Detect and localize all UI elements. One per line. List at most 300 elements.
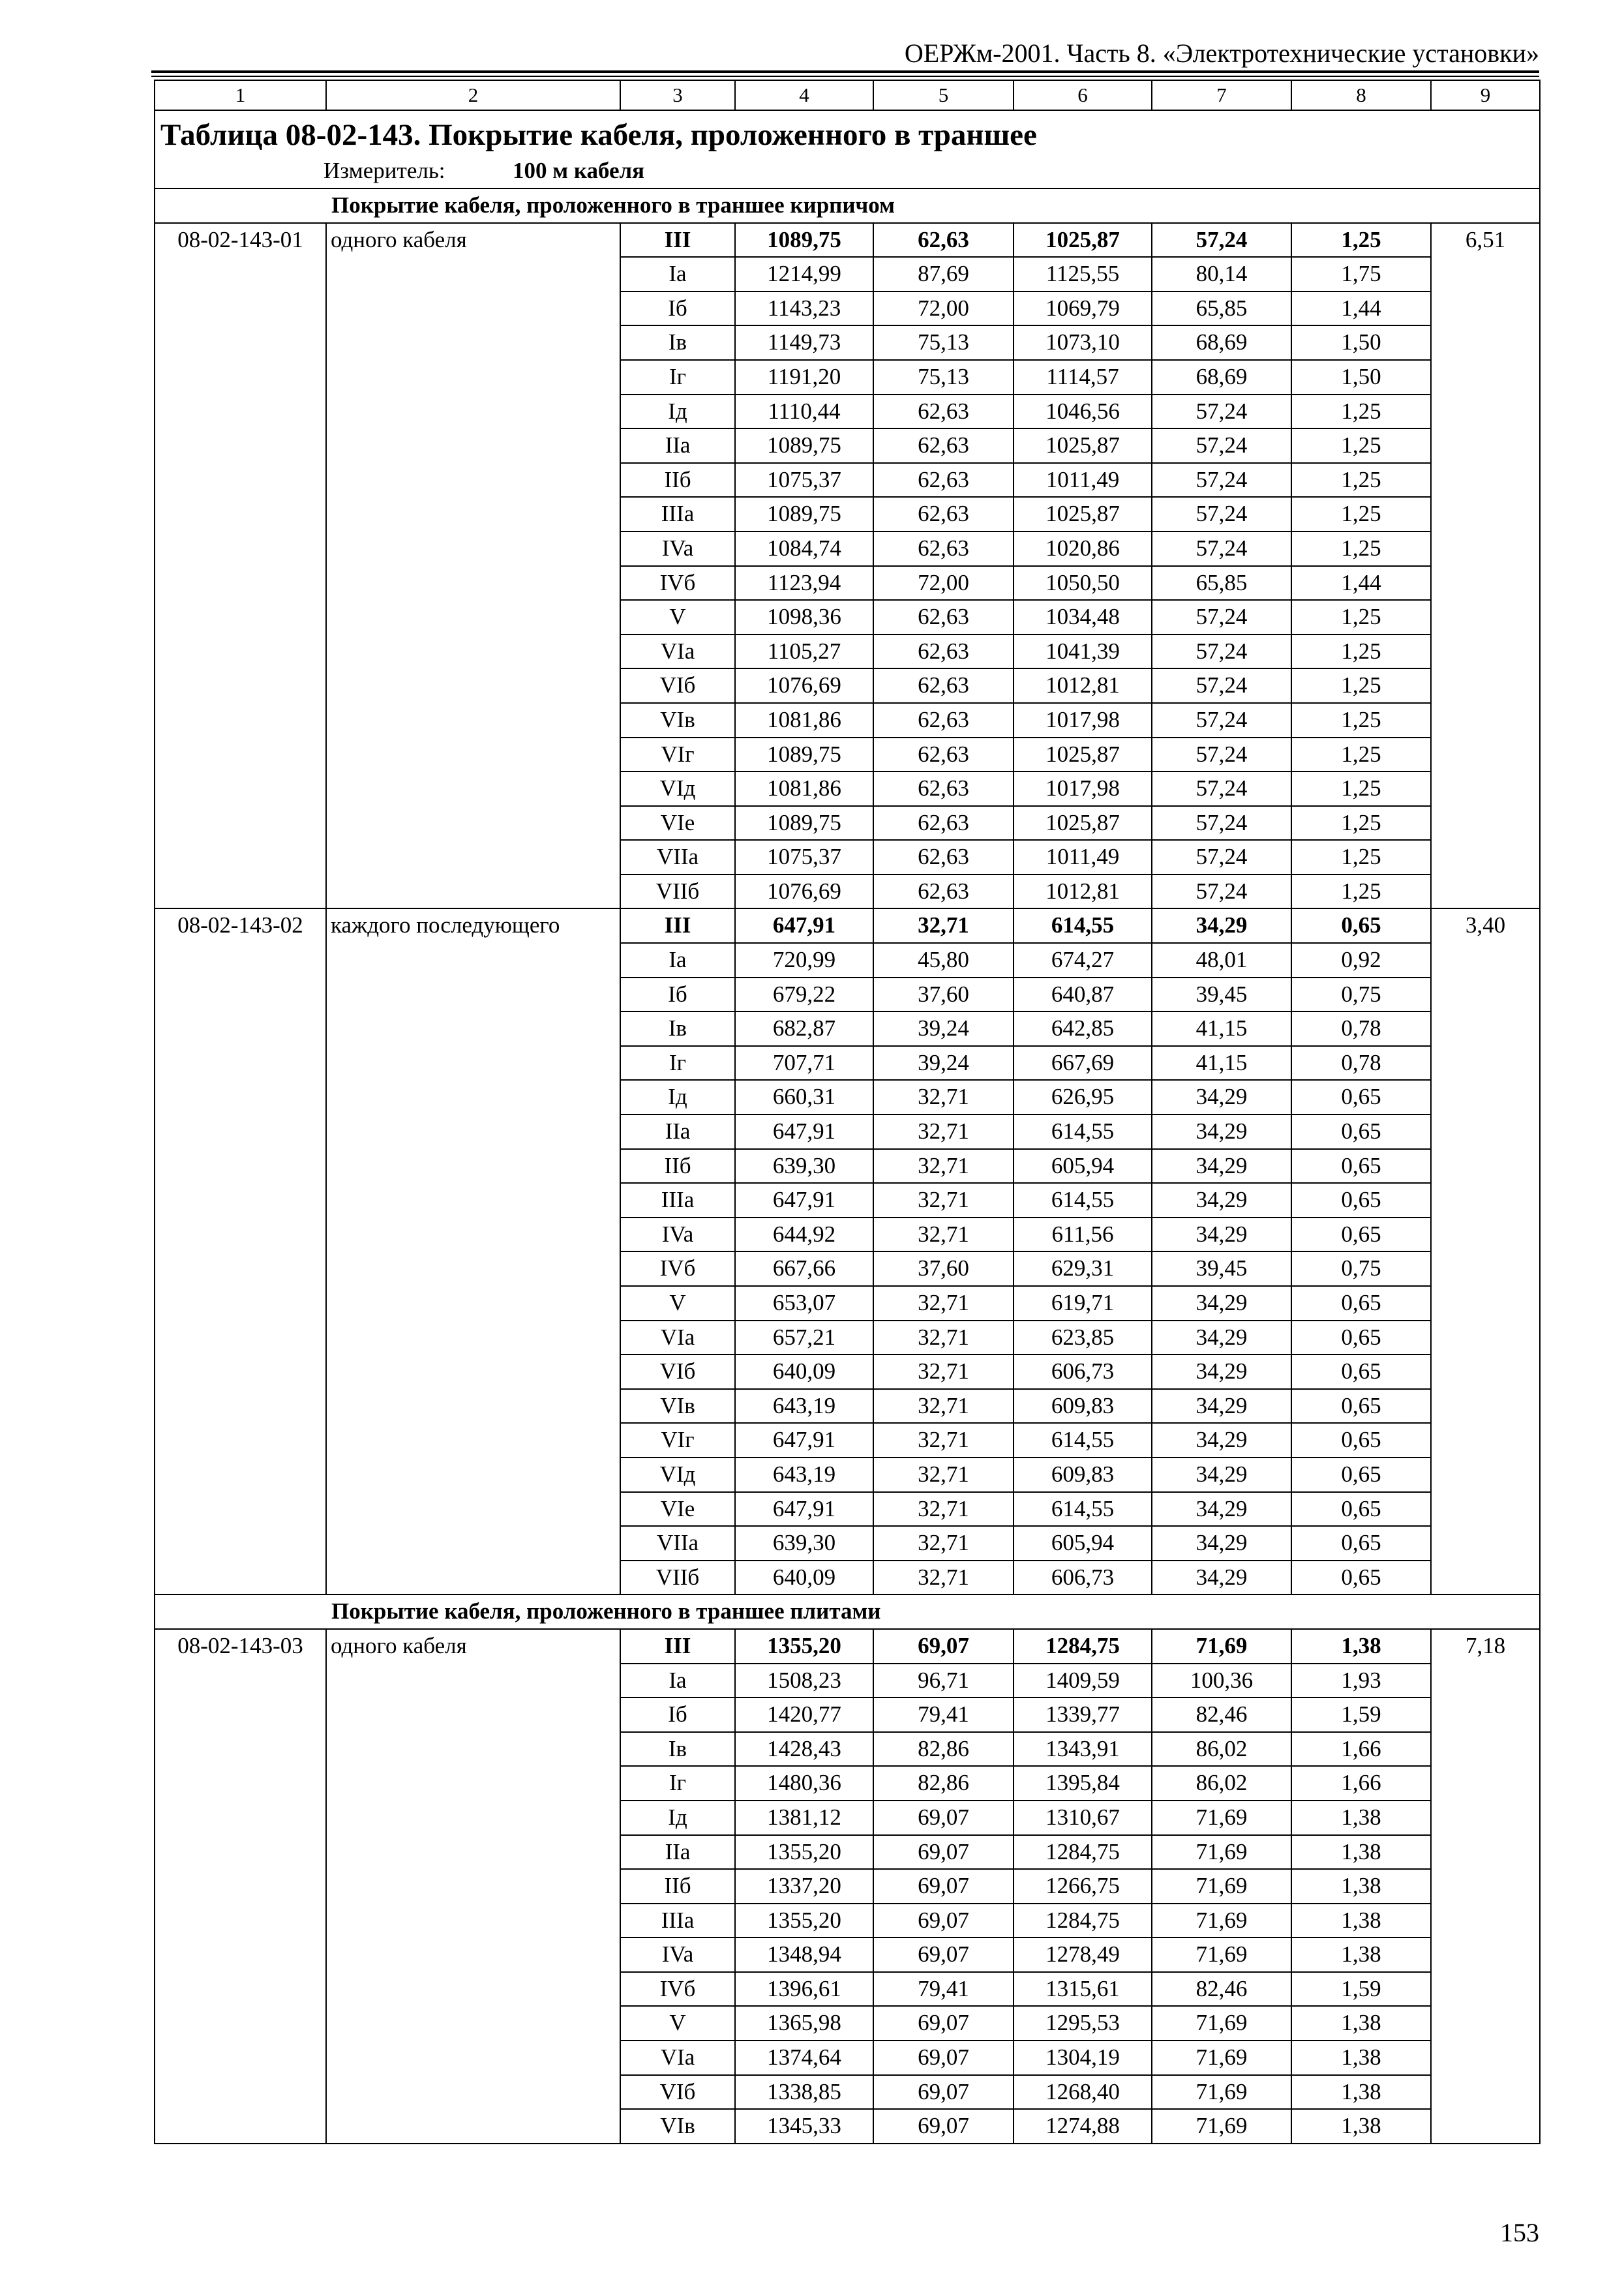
resource-code: [155, 325, 326, 360]
column-number: 2: [326, 80, 620, 110]
labor-wage: 57,24: [1152, 600, 1291, 635]
table-row: [155, 1115, 1540, 1149]
resource-description: [326, 1354, 620, 1389]
labor-cost: 32,71: [873, 1183, 1014, 1218]
resource-description: [326, 875, 620, 909]
materials-cost: 605,94: [1014, 1526, 1152, 1561]
column-number: 6: [1014, 80, 1152, 110]
labor-hours: [1431, 2041, 1540, 2075]
resource-description: [326, 395, 620, 429]
zone-code: VIд: [620, 771, 735, 806]
zone-code: Iб: [620, 292, 735, 326]
total-cost: 644,92: [735, 1218, 873, 1252]
total-cost: 1337,20: [735, 1869, 873, 1904]
labor-wage: 34,29: [1152, 1149, 1291, 1184]
table-row: [155, 325, 1540, 360]
resource-description: [326, 703, 620, 738]
table-row: [155, 1801, 1540, 1835]
resource-code: [155, 2006, 326, 2041]
materials-cost: 1395,84: [1014, 1766, 1152, 1801]
labor-wage: 34,29: [1152, 1115, 1291, 1149]
machine-cost: 1,25: [1291, 771, 1431, 806]
labor-wage: 57,24: [1152, 806, 1291, 841]
section-header-row: [155, 1594, 1540, 1629]
machine-cost: 1,38: [1291, 2006, 1431, 2041]
total-cost: 643,19: [735, 1458, 873, 1492]
total-cost: 1365,98: [735, 2006, 873, 2041]
zone-code: IVб: [620, 1972, 735, 2007]
labor-cost: 32,71: [873, 1218, 1014, 1252]
table-row: [155, 1937, 1540, 1972]
resource-description: [326, 1801, 620, 1835]
resource-code: [155, 1389, 326, 1424]
zone-code: IIIa: [620, 1183, 735, 1218]
total-cost: 1345,33: [735, 2109, 873, 2144]
total-cost: 1089,75: [735, 738, 873, 772]
labor-cost: 32,71: [873, 1526, 1014, 1561]
table-row: [155, 497, 1540, 531]
machine-cost: 1,50: [1291, 360, 1431, 395]
machine-cost: 1,25: [1291, 600, 1431, 635]
total-cost: 639,30: [735, 1526, 873, 1561]
total-cost: 1098,36: [735, 600, 873, 635]
labor-cost: 39,24: [873, 1046, 1014, 1081]
labor-hours: [1431, 1321, 1540, 1355]
machine-cost: 1,25: [1291, 428, 1431, 463]
zone-code: VIIб: [620, 875, 735, 909]
zone-code: VIIб: [620, 1561, 735, 1595]
table-row: [155, 908, 1540, 943]
materials-cost: 1025,87: [1014, 223, 1152, 258]
materials-cost: 1034,48: [1014, 600, 1152, 635]
resource-description: [326, 635, 620, 669]
labor-hours: [1431, 566, 1540, 601]
labor-cost: 62,63: [873, 600, 1014, 635]
resource-description: [326, 1286, 620, 1321]
labor-cost: 75,13: [873, 360, 1014, 395]
table-row: [155, 703, 1540, 738]
labor-cost: 32,71: [873, 1458, 1014, 1492]
unit-value: 100 м кабеля: [513, 158, 645, 183]
labor-cost: 69,07: [873, 2006, 1014, 2041]
materials-cost: 667,69: [1014, 1046, 1152, 1081]
resource-code: [155, 1251, 326, 1286]
materials-cost: 674,27: [1014, 943, 1152, 978]
total-cost: 647,91: [735, 1423, 873, 1458]
materials-cost: 642,85: [1014, 1011, 1152, 1046]
total-cost: 667,66: [735, 1251, 873, 1286]
labor-cost: 69,07: [873, 2041, 1014, 2075]
table-row: [155, 840, 1540, 875]
labor-hours: [1431, 463, 1540, 498]
resource-code: [155, 1766, 326, 1801]
labor-wage: 71,69: [1152, 2109, 1291, 2144]
zone-code: VIг: [620, 738, 735, 772]
total-cost: 1089,75: [735, 806, 873, 841]
zone-code: Iг: [620, 1046, 735, 1081]
machine-cost: 0,65: [1291, 1389, 1431, 1424]
machine-cost: 1,38: [1291, 1835, 1431, 1870]
total-cost: 660,31: [735, 1080, 873, 1115]
labor-hours: [1431, 1698, 1540, 1732]
resource-code: [155, 2041, 326, 2075]
total-cost: 1110,44: [735, 395, 873, 429]
labor-hours: [1431, 1286, 1540, 1321]
zone-code: Iв: [620, 325, 735, 360]
zone-code: VIг: [620, 1423, 735, 1458]
header-rule-thin: [151, 76, 1539, 77]
materials-cost: 606,73: [1014, 1354, 1152, 1389]
resource-code: [155, 257, 326, 292]
materials-cost: 1050,50: [1014, 566, 1152, 601]
labor-hours: [1431, 806, 1540, 841]
resource-description: [326, 1526, 620, 1561]
resource-description: [326, 531, 620, 566]
labor-wage: 57,24: [1152, 223, 1291, 258]
machine-cost: 1,25: [1291, 463, 1431, 498]
table-row: [155, 1492, 1540, 1527]
machine-cost: 0,65: [1291, 1115, 1431, 1149]
labor-wage: 34,29: [1152, 1423, 1291, 1458]
materials-cost: 640,87: [1014, 978, 1152, 1012]
table-row: [155, 1080, 1540, 1115]
resource-code: [155, 1458, 326, 1492]
materials-cost: 1295,53: [1014, 2006, 1152, 2041]
labor-cost: 32,71: [873, 1423, 1014, 1458]
total-cost: 1338,85: [735, 2075, 873, 2110]
total-cost: 1143,23: [735, 292, 873, 326]
resource-description: [326, 1011, 620, 1046]
resource-code: [155, 1183, 326, 1218]
materials-cost: 1041,39: [1014, 635, 1152, 669]
total-cost: 1089,75: [735, 497, 873, 531]
total-cost: 640,09: [735, 1354, 873, 1389]
table-row: [155, 2006, 1540, 2041]
materials-cost: 1020,86: [1014, 531, 1152, 566]
zone-code: V: [620, 1286, 735, 1321]
labor-wage: 57,24: [1152, 840, 1291, 875]
labor-wage: 57,24: [1152, 635, 1291, 669]
labor-hours: [1431, 2006, 1540, 2041]
machine-cost: 1,50: [1291, 325, 1431, 360]
labor-wage: 68,69: [1152, 360, 1291, 395]
resource-code: [155, 1561, 326, 1595]
labor-cost: 62,63: [873, 840, 1014, 875]
table-row: [155, 1011, 1540, 1046]
labor-cost: 96,71: [873, 1664, 1014, 1698]
labor-wage: 82,46: [1152, 1698, 1291, 1732]
labor-wage: 71,69: [1152, 1904, 1291, 1938]
total-cost: 1374,64: [735, 2041, 873, 2075]
total-cost: 647,91: [735, 908, 873, 943]
machine-cost: 0,92: [1291, 943, 1431, 978]
resource-description: каждого последующего: [326, 908, 620, 943]
machine-cost: 1,59: [1291, 1698, 1431, 1732]
labor-wage: 48,01: [1152, 943, 1291, 978]
zone-code: IIa: [620, 1115, 735, 1149]
zone-code: IIб: [620, 463, 735, 498]
labor-cost: 39,24: [873, 1011, 1014, 1046]
labor-wage: 86,02: [1152, 1766, 1291, 1801]
machine-cost: 0,65: [1291, 1526, 1431, 1561]
resource-description: [326, 1389, 620, 1424]
total-cost: 1089,75: [735, 223, 873, 258]
labor-wage: 57,24: [1152, 531, 1291, 566]
resource-description: [326, 771, 620, 806]
labor-wage: 71,69: [1152, 1629, 1291, 1664]
total-cost: 640,09: [735, 1561, 873, 1595]
labor-wage: 34,29: [1152, 1354, 1291, 1389]
labor-wage: 57,24: [1152, 738, 1291, 772]
labor-cost: 37,60: [873, 1251, 1014, 1286]
zone-code: V: [620, 600, 735, 635]
resource-description: [326, 2006, 620, 2041]
zone-code: Ia: [620, 1664, 735, 1698]
machine-cost: 0,75: [1291, 1251, 1431, 1286]
resource-code: [155, 806, 326, 841]
zone-code: III: [620, 908, 735, 943]
table-row: [155, 292, 1540, 326]
labor-hours: [1431, 292, 1540, 326]
labor-wage: 34,29: [1152, 1561, 1291, 1595]
labor-wage: 34,29: [1152, 1286, 1291, 1321]
total-cost: 1355,20: [735, 1835, 873, 1870]
labor-hours: [1431, 1526, 1540, 1561]
labor-hours: [1431, 1046, 1540, 1081]
materials-cost: 1011,49: [1014, 463, 1152, 498]
labor-cost: 62,63: [873, 703, 1014, 738]
table-row: [155, 566, 1540, 601]
total-cost: 647,91: [735, 1183, 873, 1218]
column-number: 1: [155, 80, 326, 110]
labor-cost: 62,63: [873, 223, 1014, 258]
total-cost: 657,21: [735, 1321, 873, 1355]
labor-wage: 71,69: [1152, 2041, 1291, 2075]
machine-cost: 0,65: [1291, 1321, 1431, 1355]
total-cost: 1480,36: [735, 1766, 873, 1801]
zone-code: Iв: [620, 1011, 735, 1046]
table-row: [155, 1526, 1540, 1561]
resource-code: [155, 1321, 326, 1355]
labor-cost: 62,63: [873, 635, 1014, 669]
zone-code: VIб: [620, 1354, 735, 1389]
machine-cost: 0,65: [1291, 1080, 1431, 1115]
materials-cost: 1266,75: [1014, 1869, 1152, 1904]
labor-wage: 57,24: [1152, 668, 1291, 703]
table-row: [155, 738, 1540, 772]
resource-description: [326, 978, 620, 1012]
machine-cost: 1,25: [1291, 875, 1431, 909]
labor-wage: 34,29: [1152, 1321, 1291, 1355]
labor-hours: [1431, 257, 1540, 292]
labor-wage: 65,85: [1152, 292, 1291, 326]
labor-hours: [1431, 840, 1540, 875]
total-cost: 1084,74: [735, 531, 873, 566]
zone-code: VIв: [620, 2109, 735, 2144]
table-row: [155, 1904, 1540, 1938]
labor-wage: 100,36: [1152, 1664, 1291, 1698]
resource-description: [326, 1218, 620, 1252]
resource-description: [326, 1732, 620, 1767]
table-row: [155, 635, 1540, 669]
labor-hours: [1431, 1011, 1540, 1046]
labor-hours: [1431, 1115, 1540, 1149]
resource-description: [326, 1115, 620, 1149]
total-cost: 1508,23: [735, 1664, 873, 1698]
resource-code: [155, 566, 326, 601]
labor-hours: [1431, 1904, 1540, 1938]
table-row: [155, 2041, 1540, 2075]
zone-code: VIд: [620, 1458, 735, 1492]
labor-hours: [1431, 1492, 1540, 1527]
labor-cost: 69,07: [873, 1835, 1014, 1870]
table-row: [155, 1354, 1540, 1389]
resource-code: [155, 531, 326, 566]
resource-code: [155, 395, 326, 429]
labor-wage: 57,24: [1152, 395, 1291, 429]
resource-code: [155, 2109, 326, 2144]
resource-description: [326, 1458, 620, 1492]
labor-hours: [1431, 2109, 1540, 2144]
resource-code: [155, 497, 326, 531]
resource-code: 08-02-143-02: [155, 908, 326, 943]
column-number: 9: [1431, 80, 1540, 110]
resource-description: [326, 738, 620, 772]
resource-code: [155, 840, 326, 875]
machine-cost: 1,38: [1291, 2041, 1431, 2075]
materials-cost: 1339,77: [1014, 1698, 1152, 1732]
labor-hours: [1431, 1561, 1540, 1595]
machine-cost: 1,25: [1291, 738, 1431, 772]
materials-cost: 614,55: [1014, 908, 1152, 943]
machine-cost: 1,66: [1291, 1732, 1431, 1767]
labor-cost: 62,63: [873, 668, 1014, 703]
machine-cost: 1,59: [1291, 1972, 1431, 2007]
labor-wage: 34,29: [1152, 1526, 1291, 1561]
total-cost: 682,87: [735, 1011, 873, 1046]
labor-hours: [1431, 703, 1540, 738]
machine-cost: 1,25: [1291, 703, 1431, 738]
labor-wage: 34,29: [1152, 1492, 1291, 1527]
zone-code: IIб: [620, 1869, 735, 1904]
labor-cost: 75,13: [873, 325, 1014, 360]
zone-code: IIIa: [620, 497, 735, 531]
materials-cost: 1284,75: [1014, 1835, 1152, 1870]
labor-hours: [1431, 1732, 1540, 1767]
labor-hours: [1431, 531, 1540, 566]
labor-wage: 82,46: [1152, 1972, 1291, 2007]
labor-wage: 71,69: [1152, 2075, 1291, 2110]
section-title: Покрытие кабеля, проложенного в траншее кирпичом: [331, 192, 895, 218]
total-cost: 1123,94: [735, 566, 873, 601]
resource-description: [326, 257, 620, 292]
labor-cost: 32,71: [873, 1286, 1014, 1321]
machine-cost: 0,65: [1291, 1561, 1431, 1595]
machine-cost: 1,25: [1291, 395, 1431, 429]
labor-wage: 34,29: [1152, 1389, 1291, 1424]
total-cost: 1075,37: [735, 463, 873, 498]
resource-code: [155, 1423, 326, 1458]
labor-cost: 62,63: [873, 428, 1014, 463]
zone-code: Iд: [620, 1801, 735, 1835]
materials-cost: 1278,49: [1014, 1937, 1152, 1972]
machine-cost: 0,78: [1291, 1011, 1431, 1046]
resource-description: [326, 1046, 620, 1081]
labor-wage: 41,15: [1152, 1011, 1291, 1046]
resource-code: [155, 1286, 326, 1321]
resource-code: [155, 668, 326, 703]
table-row: [155, 1183, 1540, 1218]
running-header: ОЕРЖм-2001. Часть 8. «Электротехнические установки»: [904, 38, 1539, 68]
resource-description: [326, 292, 620, 326]
total-cost: 1076,69: [735, 668, 873, 703]
labor-wage: 71,69: [1152, 1835, 1291, 1870]
labor-cost: 69,07: [873, 1904, 1014, 1938]
labor-wage: 71,69: [1152, 1869, 1291, 1904]
resource-code: [155, 1835, 326, 1870]
resource-code: [155, 1080, 326, 1115]
table-row: [155, 1458, 1540, 1492]
zone-code: VIIa: [620, 1526, 735, 1561]
materials-cost: 609,83: [1014, 1389, 1152, 1424]
resource-code: [155, 1011, 326, 1046]
machine-cost: 1,38: [1291, 1629, 1431, 1664]
resource-description: [326, 566, 620, 601]
zone-code: III: [620, 223, 735, 258]
section-header-cell: [155, 188, 1540, 223]
materials-cost: 1343,91: [1014, 1732, 1152, 1767]
materials-cost: 611,56: [1014, 1218, 1152, 1252]
labor-cost: 32,71: [873, 1115, 1014, 1149]
labor-cost: 72,00: [873, 566, 1014, 601]
resource-code: [155, 771, 326, 806]
zone-code: Iг: [620, 360, 735, 395]
zone-code: VIб: [620, 668, 735, 703]
resource-description: [326, 1423, 620, 1458]
materials-cost: 614,55: [1014, 1115, 1152, 1149]
machine-cost: 1,38: [1291, 1869, 1431, 1904]
unit-label: Измеритель:: [323, 158, 445, 183]
labor-wage: 71,69: [1152, 1937, 1291, 1972]
zone-code: III: [620, 1629, 735, 1664]
total-cost: 1396,61: [735, 1972, 873, 2007]
labor-hours: [1431, 875, 1540, 909]
resource-code: [155, 1972, 326, 2007]
labor-hours: [1431, 978, 1540, 1012]
table-row: [155, 1389, 1540, 1424]
table-row: [155, 1286, 1540, 1321]
labor-cost: 69,07: [873, 1801, 1014, 1835]
zone-code: VIIa: [620, 840, 735, 875]
zone-code: Ia: [620, 943, 735, 978]
machine-cost: 0,65: [1291, 1423, 1431, 1458]
materials-cost: 1012,81: [1014, 875, 1152, 909]
materials-cost: 626,95: [1014, 1080, 1152, 1115]
zone-code: IVa: [620, 531, 735, 566]
total-cost: 1428,43: [735, 1732, 873, 1767]
labor-cost: 87,69: [873, 257, 1014, 292]
labor-hours: [1431, 1801, 1540, 1835]
table-row: [155, 2075, 1540, 2110]
table-row: [155, 1732, 1540, 1767]
labor-cost: 32,71: [873, 908, 1014, 943]
resource-code: [155, 360, 326, 395]
total-cost: 647,91: [735, 1115, 873, 1149]
total-cost: 1355,20: [735, 1904, 873, 1938]
labor-wage: 39,45: [1152, 1251, 1291, 1286]
price-table: [154, 80, 1541, 2144]
zone-code: VIa: [620, 635, 735, 669]
